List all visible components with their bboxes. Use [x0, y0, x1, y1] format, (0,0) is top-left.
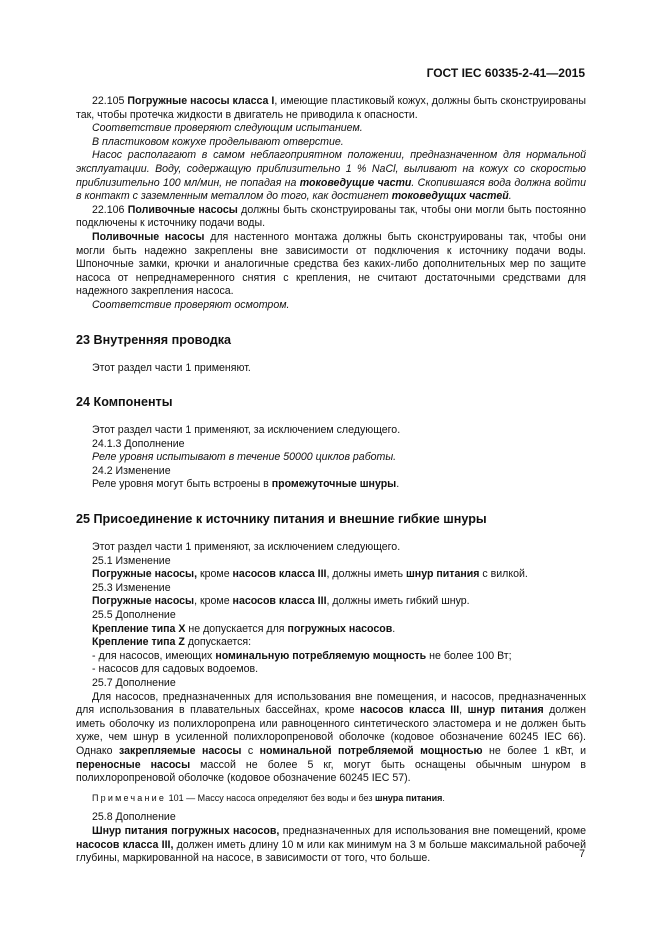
text-run: . Скопившаяся вода должна войти в контакт с заземленным металлом до того, как достигнет [76, 176, 587, 203]
text-run: номинальную потребляемую мощность [215, 649, 427, 662]
text-run: 23 Внутренняя проводка [76, 332, 232, 347]
text-run: шнур питания [405, 568, 480, 581]
text-run: не более 1 кВт, и [482, 744, 586, 757]
paragraph [76, 825, 586, 866]
paragraph [76, 231, 586, 299]
paragraph [76, 595, 586, 609]
paragraph [76, 95, 586, 122]
text-run: 24 Компоненты [76, 395, 173, 410]
text-run: - насосов для садовых водоемов. [92, 663, 259, 676]
text-run: , должны иметь гибкий шнур. [326, 595, 470, 608]
section-heading [76, 395, 586, 410]
paragraph [76, 149, 586, 203]
text-run: предназначенных для использования вне помещений, кроме [279, 824, 586, 837]
text-run: Погружные насосы класса I [127, 95, 275, 107]
text-run: Этот раздел части 1 применяют, за исключением следующего. [92, 541, 401, 554]
text-run: токоведущих частей [391, 190, 509, 203]
text-run: , должны иметь [326, 568, 406, 581]
paragraph [76, 582, 586, 596]
paragraph [76, 451, 586, 465]
paragraph [76, 541, 586, 555]
text-run: массой не более 5 кг, могут быть оснащены обычным шнуром в полихлоропреновой оболочке (кодовое обозначение 60245 IEC 57). [76, 758, 587, 785]
text-run: 25.1 Изменение [92, 554, 171, 567]
document-header: ГОСТ IEC 60335-2-41—2015 [426, 66, 585, 80]
text-run: В пластиковом кожухе проделывают отверстие. [92, 135, 344, 148]
text-run: должны быть сконструированы так, чтобы они могли быть постоянно подключены к источнику подачи воды. [76, 203, 587, 230]
text-run: шнура питания [374, 792, 443, 803]
text-run: кроме [197, 568, 233, 581]
text-run: Крепление типа X [92, 622, 186, 635]
text-run: , [459, 704, 468, 717]
paragraph [76, 424, 586, 438]
text-run: для настенного монтажа должны быть сконструированы так, чтобы они могли быть надежно закреплены вне зависимости от подключения к источнику подачи воды. Шпоночные замки, крючки и аналогичные средства без каких-либо дополнительных мер по защите насоса от непреднамеренного снятия с крепления, не считают достаточными средствами для надежного закрепления насоса. [76, 230, 586, 298]
text-run: Этот раздел части 1 применяют. [92, 361, 251, 374]
text-run: погружных насосов [287, 622, 393, 635]
text-run: токоведущие части [299, 176, 412, 189]
paragraph [76, 636, 586, 650]
text-run: Шнур питания погружных насосов, [92, 824, 280, 837]
text-run: . [508, 190, 512, 203]
text-run: . [392, 622, 396, 635]
text-run: , кроме [194, 595, 233, 608]
text-run: 22.106 [92, 203, 128, 216]
section-heading [76, 333, 586, 348]
text-run: Погружные насосы [92, 595, 195, 608]
text-run: Соответствие проверяют следующим испытанием. [92, 122, 363, 135]
text-run: не более 100 Вт; [426, 649, 512, 662]
text-run: насосов класса III, [76, 838, 174, 851]
text-run: насосов класса III [360, 704, 460, 717]
paragraph [76, 362, 586, 376]
paragraph [76, 677, 586, 691]
text-run: Поливочные насосы [127, 203, 238, 216]
paragraph [76, 609, 586, 623]
text-run: . [442, 792, 445, 803]
text-run: 25.8 Дополнение [92, 811, 176, 824]
text-run: Насос располагают в самом неблагоприятном положении, предназначенном для нормальной эксплуатации. Воду, содержащую приблизительно 1 % NaCl, выливают на кожух со скоростью приблизительно 100 мл/мин, не попадая на [76, 149, 586, 189]
text-run: должен иметь длину 10 м или как минимум на 3 м больше максимальной рабочей глубины, маркированной на насосе, в зависимости от того, что больше. [76, 838, 586, 865]
section-heading [76, 512, 586, 527]
text-run: должен иметь оболочку из полихлоропрена или равноценного синтетического эластомера и не должен быть хуже, чем шнур в усиленной полихлоропреновой оболочке (кодовое обозначение 60245 IEC 66). Однако [76, 704, 586, 757]
paragraph [76, 136, 586, 150]
paragraph [76, 204, 586, 231]
text-run: закрепляемые насосы [119, 744, 242, 757]
paragraph [76, 623, 586, 637]
text-run: переносные насосы [76, 758, 191, 771]
paragraph [76, 299, 586, 313]
text-run: 101 — Массу насоса определяют без воды и без [166, 792, 375, 803]
text-run: насосов класса III [232, 595, 327, 608]
paragraph [76, 691, 586, 786]
text-run: Реле уровня испытывают в течение 50000 циклов работы. [92, 451, 397, 464]
text-run: Соответствие проверяют осмотром. [92, 298, 290, 311]
paragraph [76, 465, 586, 479]
paragraph [76, 811, 586, 825]
paragraph [76, 122, 586, 136]
page-number: 7 [579, 848, 585, 860]
text-run: с вилкой. [479, 568, 528, 581]
text-run: промежуточные шнуры [271, 478, 397, 491]
text-run: 25.7 Дополнение [92, 677, 176, 689]
text-run: с [241, 744, 260, 757]
text-run: 25 Присоединение к источнику питания и внешние гибкие шнуры [76, 512, 487, 527]
text-run: Поливочные насосы [92, 230, 205, 243]
text-run: не допускается для [185, 622, 288, 635]
text-run: допускается: [184, 636, 252, 649]
text-run: 25.5 Дополнение [92, 609, 176, 622]
text-run: Для насосов, предназначенных для использования вне помещения, и насосов, предназначенных для использования в плавательных бассейнах, кроме [76, 690, 586, 717]
text-run: 22.105 [92, 95, 128, 107]
text-run: - для насосов, имеющих [92, 649, 216, 662]
text-run: 24.1.3 Дополнение [92, 437, 185, 450]
paragraph [76, 438, 586, 452]
note-paragraph [76, 792, 586, 806]
text-run: Примечание [92, 792, 167, 803]
paragraph [76, 650, 586, 664]
text-run: номинальной потребляемой мощностью [259, 744, 483, 757]
text-run: насосов класса III [232, 568, 327, 581]
text-run: Реле уровня могут быть встроены в [92, 478, 272, 491]
text-run: 25.3 Изменение [92, 581, 171, 594]
paragraph [76, 663, 586, 677]
text-run: шнур питания [467, 704, 544, 717]
text-run: Погружные насосы, [92, 568, 198, 581]
document-body [76, 95, 586, 866]
paragraph [76, 555, 586, 569]
text-run: , имеющие пластиковый кожух, должны быть сконструированы так, чтобы протечка жидкости в двигатель не приводила к опасности. [76, 95, 586, 121]
text-run: Крепление типа Z [92, 636, 185, 649]
paragraph [76, 568, 586, 582]
paragraph [76, 478, 586, 492]
text-run: . [396, 478, 400, 491]
text-run: 24.2 Изменение [92, 464, 171, 477]
text-run: Этот раздел части 1 применяют, за исключением следующего. [92, 424, 401, 437]
